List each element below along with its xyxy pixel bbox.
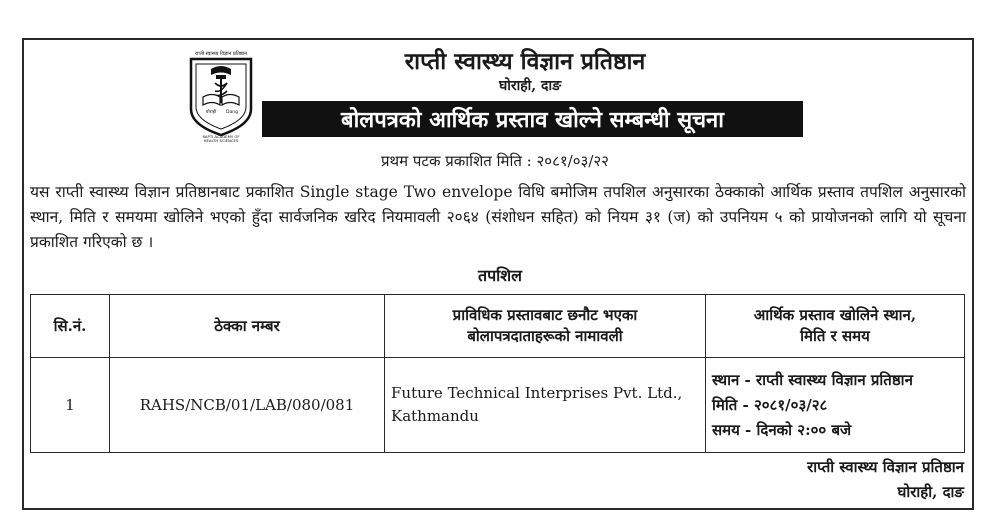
table-row xyxy=(31,358,965,453)
header-opening-line1: आर्थिक प्रस्ताव खोलिने स्थान, xyxy=(753,306,917,324)
header-bidders-line2: बोलापत्रदाताहरूको नामावली xyxy=(467,327,623,345)
cell-bidder xyxy=(385,358,706,453)
header-opening-line2: मिति र समय xyxy=(800,327,870,345)
header-bidders-line1: प्राविधिक प्रस्तावबाट छनौट भएका xyxy=(452,306,638,324)
logo-location-left: घोराही xyxy=(205,110,217,115)
header-opening-details xyxy=(706,295,965,358)
header-bidders xyxy=(385,295,706,358)
institution-logo xyxy=(185,47,257,143)
cell-date: मिति - २०८१/०३/२८ xyxy=(712,395,828,414)
notice-body-paragraph: यस राप्ती स्वास्थ्य विज्ञान प्रतिष्ठानबाट प्रकाशित Single stage Two envelope विधि बमोजिम तपशिल अनुसारका ठेक्काको आर्थिक प्रस्ताव तपशिल अनुसारको स्थान, मिति र समयमा खोलिने भएको हुँदा सार्वजनिक खरिद नियमावली २०६४ (संशोधन सहित) को नियम ३१ (ज) को उपनियम ५ को प्रायोजनको लागि यो सूचना प्रकाशित गरिएको छ । xyxy=(30,183,966,251)
cell-bidder-line2: Kathmandu xyxy=(391,407,479,425)
details-heading: तपशिल xyxy=(477,266,523,285)
cell-opening-details xyxy=(706,358,965,453)
cell-time: समय - दिनको २:०० बजे xyxy=(712,420,852,439)
signatory-address: घोराही, दाङ xyxy=(897,483,964,501)
table-header-row xyxy=(31,295,965,358)
logo-bottom-text-1: RAPTI ACADEMY OF xyxy=(202,134,240,139)
notice-title-banner xyxy=(262,101,803,137)
organization-title: राप्ती स्वास्थ्य विज्ञान प्रतिष्ठान xyxy=(404,48,646,75)
organization-address: घोराही, दाङ xyxy=(498,78,562,94)
notice-title: बोलपत्रको आर्थिक प्रस्ताव खोल्ने सम्बन्धी सूचना xyxy=(341,107,724,133)
logo-bottom-text-2: HEALTH SCIENCES xyxy=(203,138,239,143)
cell-sn: 1 xyxy=(31,358,110,453)
cell-place: स्थान - राप्ती स्वास्थ्य विज्ञान प्रतिष्ठान xyxy=(712,370,913,389)
cell-bidder-line1: Future Technical Interprises Pvt. Ltd., xyxy=(391,384,683,402)
logo-top-text: राप्ती स्वास्थ्य विज्ञान प्रतिष्ठान xyxy=(195,51,247,57)
cell-contract-number: RAHS/NCB/01/LAB/080/081 xyxy=(110,358,385,453)
publication-date: प्रथम पटक प्रकाशित मिति : २०८१/०३/२२ xyxy=(381,152,609,170)
logo-location-right: Dang xyxy=(226,110,238,115)
header-contract-number: ठेक्का नम्बर xyxy=(110,295,385,358)
details-table xyxy=(30,294,965,453)
header-sn: सि.नं. xyxy=(31,295,110,358)
signatory-name: राप्ती स्वास्थ्य विज्ञान प्रतिष्ठान xyxy=(807,458,964,476)
